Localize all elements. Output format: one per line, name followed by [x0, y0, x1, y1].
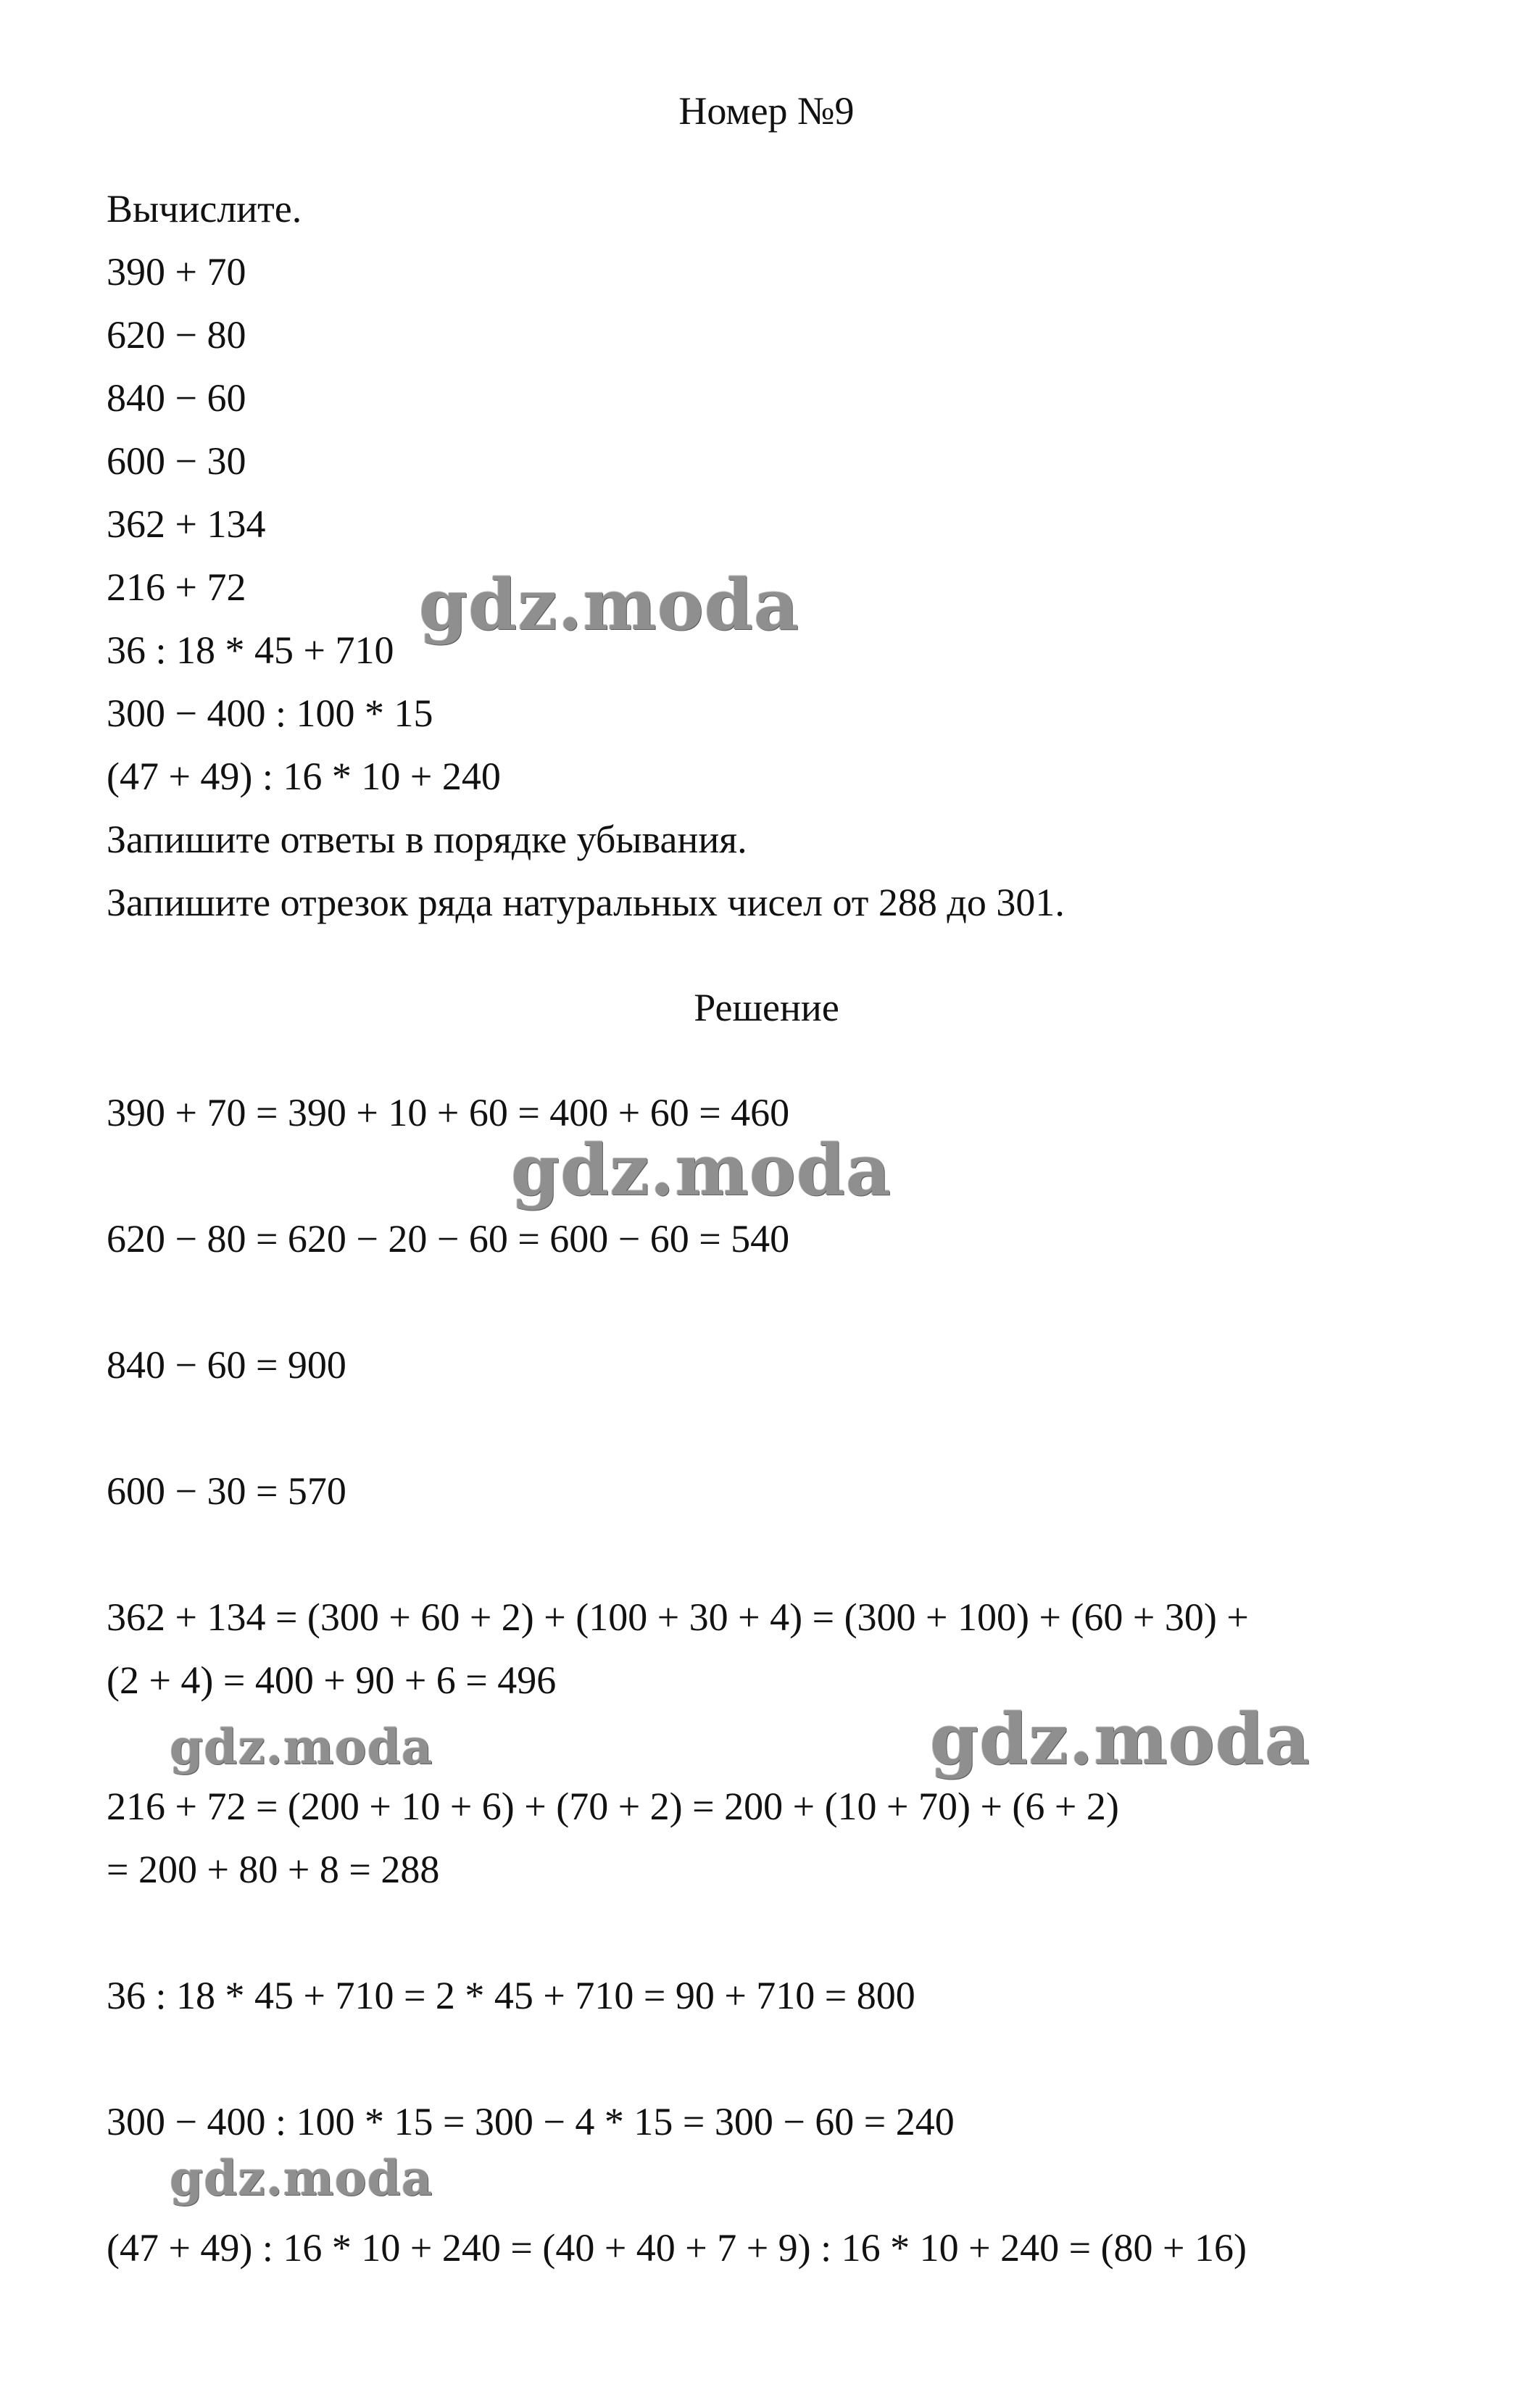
task-expression: 390 + 70 — [107, 250, 246, 294]
solution-line: 620 − 80 = 620 − 20 − 60 = 600 − 60 = 540 — [107, 1217, 790, 1261]
solution-line: 36 : 18 * 45 + 710 = 2 * 45 + 710 = 90 + 710 = 800 — [107, 1974, 915, 2017]
solution-line: 216 + 72 = (200 + 10 + 6) + (70 + 2) = 200 + (10 + 70) + (6 + 2) — [107, 1785, 1119, 1828]
task-expression: 362 + 134 — [107, 502, 266, 546]
task-expression: 300 − 400 : 100 * 15 — [107, 692, 433, 735]
task-expression: (47 + 49) : 16 * 10 + 240 — [107, 755, 501, 798]
watermark-logo: gdz.moda — [511, 1129, 892, 1211]
task-expression: 620 − 80 — [107, 313, 246, 357]
watermark-logo: gdz.moda — [419, 564, 800, 646]
task-intro: Вычислите. — [107, 187, 302, 231]
solution-line: (2 + 4) = 400 + 90 + 6 = 496 — [107, 1658, 557, 1702]
task-instruction: Запишите отрезок ряда натуральных чисел от 288 до 301. — [107, 881, 1065, 924]
solution-line: 600 − 30 = 570 — [107, 1469, 346, 1513]
watermark-logo: gdz.moda — [170, 1719, 433, 1775]
solution-line: 362 + 134 = (300 + 60 + 2) + (100 + 30 + 4) = (300 + 100) + (60 + 30) + — [107, 1595, 1249, 1639]
watermark-logo: gdz.moda — [170, 2150, 433, 2206]
solution-line: = 200 + 80 + 8 = 288 — [107, 1848, 440, 1891]
task-instruction: Запишите ответы в порядке убывания. — [107, 818, 747, 861]
solution-line: (47 + 49) : 16 * 10 + 240 = (40 + 40 + 7 + 9) : 16 * 10 + 240 = (80 + 16) — [107, 2226, 1247, 2270]
solution-line: 840 − 60 = 900 — [107, 1343, 346, 1387]
task-expression: 216 + 72 — [107, 565, 246, 609]
solution-line: 390 + 70 = 390 + 10 + 60 = 400 + 60 = 460 — [107, 1091, 790, 1134]
task-expression: 36 : 18 * 45 + 710 — [107, 628, 394, 672]
task-expression: 600 − 30 — [107, 439, 246, 483]
page-title: Номер №9 — [678, 89, 855, 133]
task-expression: 840 − 60 — [107, 376, 246, 420]
solution-heading: Решение — [694, 986, 839, 1029]
solution-line: 300 − 400 : 100 * 15 = 300 − 4 * 15 = 300 − 60 = 240 — [107, 2100, 955, 2143]
watermark-logo: gdz.moda — [930, 1698, 1311, 1780]
